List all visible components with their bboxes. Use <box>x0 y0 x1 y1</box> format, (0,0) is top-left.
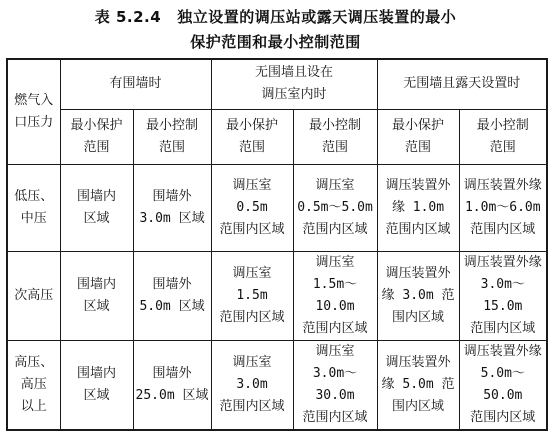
table-number: 表 5.2.4 <box>94 8 162 26</box>
sub-header-cell: 最小保护 范围 <box>60 109 133 164</box>
protection-range-table <box>6 58 548 431</box>
table-row <box>7 340 547 430</box>
table-cell: 围墙外 3.0m 区域 <box>133 164 211 251</box>
table-row <box>7 251 547 340</box>
table-row <box>7 164 547 251</box>
table-cell: 围墙外 5.0m 区域 <box>133 251 211 340</box>
pressure-column-header: 燃气入 口压力 <box>7 59 60 164</box>
sub-header-cell: 最小保护 范围 <box>377 109 459 164</box>
table-cell: 调压室 1.5m～10.0m 范围内区域 <box>293 251 377 340</box>
table-cell: 围墙内 区域 <box>60 164 133 251</box>
table-title-line1: 独立设置的调压站或露天调压装置的最小 <box>177 8 457 26</box>
table-cell: 围墙外 25.0m 区域 <box>133 340 211 430</box>
table-cell: 调压室 0.5m～5.0m 范围内区域 <box>293 164 377 251</box>
table-cell: 调压室 3.0m～30.0m 范围内区域 <box>293 340 377 430</box>
table-cell: 调压装置外缘 1.0m～6.0m 范围内区域 <box>459 164 547 251</box>
table-caption-line2: 保护范围和最小控制范围 <box>190 33 361 51</box>
sub-header-cell: 最小保护 范围 <box>211 109 293 164</box>
group-header-row <box>7 59 547 109</box>
table-cell: 调压装置外 缘 1.0m 范围内区域 <box>377 164 459 251</box>
pressure-cell: 高压、 高压 以上 <box>7 340 60 430</box>
group-header-outdoor: 无围墙且露天设置时 <box>377 59 547 109</box>
sub-header-cell: 最小控制 范围 <box>293 109 377 164</box>
table-cell: 调压室 0.5m 范围内区域 <box>211 164 293 251</box>
table-cell: 调压室 3.0m 范围内区域 <box>211 340 293 430</box>
table-cell: 调压装置外 缘 5.0m 范 围内区域 <box>377 340 459 430</box>
table-cell: 调压室 1.5m 范围内区域 <box>211 251 293 340</box>
sub-header-cell: 最小控制 范围 <box>133 109 211 164</box>
group-header-indoor: 无围墙且设在 调压室内时 <box>211 59 377 109</box>
pressure-cell: 低压、 中压 <box>7 164 60 251</box>
table-cell: 调压装置外缘 5.0m～50.0m 范围内区域 <box>459 340 547 430</box>
pressure-cell: 次高压 <box>7 251 60 340</box>
table-cell: 调压装置外 缘 3.0m 范 围内区域 <box>377 251 459 340</box>
sub-header-cell: 最小控制 范围 <box>459 109 547 164</box>
sub-header-row <box>7 109 547 164</box>
table-cell: 围墙内 区域 <box>60 340 133 430</box>
table-caption-line1 <box>0 6 551 27</box>
table-cell: 调压装置外缘 3.0m～15.0m 范围内区域 <box>459 251 547 340</box>
table-cell: 围墙内 区域 <box>60 251 133 340</box>
group-header-walled: 有围墙时 <box>60 59 211 109</box>
